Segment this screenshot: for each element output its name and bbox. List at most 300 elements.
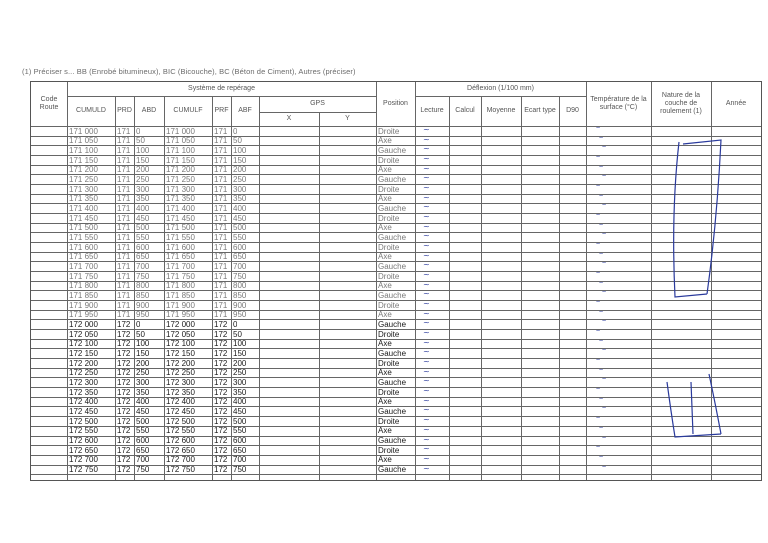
cumuld-cell: 171 300 xyxy=(69,184,98,194)
prf-cell: 171 xyxy=(214,165,228,175)
position-cell: Axe xyxy=(378,397,392,407)
position-cell: Droite xyxy=(378,242,400,252)
prd-cell: 171 xyxy=(117,213,131,223)
temperature-handwritten: ~ xyxy=(596,444,601,452)
abd-cell: 50 xyxy=(136,329,145,339)
cumulf-cell: 171 500 xyxy=(166,223,195,233)
cumuld-cell: 171 700 xyxy=(69,261,98,271)
prd-cell: 171 xyxy=(117,261,131,271)
prd-cell: 172 xyxy=(117,368,131,378)
lecture-handwritten: ~ xyxy=(423,125,430,134)
header-moyenne: Moyenne xyxy=(486,107,516,114)
prd-cell: 171 xyxy=(117,290,131,300)
prf-cell: 171 xyxy=(214,281,228,291)
abd-cell: 850 xyxy=(136,290,150,300)
temperature-handwritten: ~ xyxy=(602,173,607,181)
prf-cell: 171 xyxy=(214,310,228,320)
lecture-handwritten: ~ xyxy=(423,415,430,425)
position-cell: Gauche xyxy=(378,290,407,300)
cumulf-cell: 171 700 xyxy=(166,261,195,271)
cumulf-cell: 172 750 xyxy=(166,465,195,475)
cumuld-cell: 171 750 xyxy=(69,271,98,281)
cumulf-cell: 172 000 xyxy=(166,319,195,329)
abd-cell: 250 xyxy=(136,368,150,378)
lecture-handwritten: ~ xyxy=(423,434,430,444)
cumuld-cell: 172 750 xyxy=(69,465,98,475)
cumulf-cell: 172 450 xyxy=(166,406,195,416)
row-rule xyxy=(31,474,761,475)
lecture-handwritten: ~ xyxy=(423,144,430,154)
cumulf-cell: 172 100 xyxy=(166,339,195,349)
cumulf-cell: 172 550 xyxy=(166,426,195,436)
temperature-handwritten: ~ xyxy=(599,250,604,258)
abf-cell: 700 xyxy=(233,261,247,271)
prd-cell: 171 xyxy=(117,281,131,291)
cumulf-cell: 172 200 xyxy=(166,358,195,368)
abd-cell: 800 xyxy=(136,281,150,291)
abf-cell: 100 xyxy=(233,339,247,349)
cumulf-cell: 171 900 xyxy=(166,300,195,310)
lecture-handwritten: ~ xyxy=(423,453,430,463)
abf-cell: 300 xyxy=(233,184,247,194)
temperature-handwritten: ~ xyxy=(599,453,604,461)
prf-cell: 171 xyxy=(214,271,228,281)
abf-cell: 400 xyxy=(233,397,247,407)
temperature-handwritten: ~ xyxy=(602,434,607,442)
cumuld-cell: 172 450 xyxy=(69,406,98,416)
prd-cell: 171 xyxy=(117,126,131,136)
temperature-handwritten: ~ xyxy=(602,347,607,355)
column-rule xyxy=(115,96,116,480)
abf-cell: 750 xyxy=(233,465,247,475)
position-cell: Axe xyxy=(378,368,392,378)
lecture-handwritten: ~ xyxy=(423,270,430,280)
header-gps: GPS xyxy=(310,100,325,107)
cumulf-cell: 172 350 xyxy=(166,387,195,397)
cumulf-cell: 171 250 xyxy=(166,174,195,184)
prf-cell: 172 xyxy=(214,445,228,455)
abf-cell: 150 xyxy=(233,155,247,165)
prd-cell: 172 xyxy=(117,387,131,397)
column-rule xyxy=(521,96,522,480)
abd-cell: 500 xyxy=(136,416,150,426)
position-cell: Axe xyxy=(378,194,392,204)
cumuld-cell: 172 150 xyxy=(69,348,98,358)
temperature-handwritten: ~ xyxy=(599,192,604,200)
cumuld-cell: 172 400 xyxy=(69,397,98,407)
abd-cell: 700 xyxy=(136,455,150,465)
position-cell: Gauche xyxy=(378,406,407,416)
abf-cell: 350 xyxy=(233,387,247,397)
cumuld-cell: 171 150 xyxy=(69,155,98,165)
cumuld-cell: 171 600 xyxy=(69,242,98,252)
lecture-handwritten: ~ xyxy=(423,328,430,338)
prf-cell: 172 xyxy=(214,368,228,378)
prf-cell: 171 xyxy=(214,145,228,155)
position-cell: Droite xyxy=(378,126,400,136)
abd-cell: 900 xyxy=(136,300,150,310)
cumulf-cell: 171 450 xyxy=(166,213,195,223)
position-cell: Axe xyxy=(378,426,392,436)
prd-cell: 172 xyxy=(117,348,131,358)
lecture-handwritten: ~ xyxy=(423,173,430,183)
lecture-handwritten: ~ xyxy=(423,444,430,454)
prf-cell: 172 xyxy=(214,348,228,358)
cumuld-cell: 172 600 xyxy=(69,436,98,445)
column-rule xyxy=(481,96,482,480)
position-cell: Gauche xyxy=(378,436,407,445)
lecture-handwritten: ~ xyxy=(423,337,430,347)
prd-cell: 171 xyxy=(117,271,131,281)
cumulf-cell: 172 650 xyxy=(166,445,195,455)
cumuld-cell: 171 200 xyxy=(69,165,98,175)
cumuld-cell: 171 950 xyxy=(69,310,98,320)
cumuld-cell: 171 450 xyxy=(69,213,98,223)
abf-cell: 450 xyxy=(233,213,247,223)
position-cell: Droite xyxy=(378,184,400,194)
lecture-handwritten: ~ xyxy=(423,134,430,144)
prf-cell: 171 xyxy=(214,252,228,262)
prf-cell: 172 xyxy=(214,436,228,445)
cumuld-cell: 171 100 xyxy=(69,145,98,155)
header-prd: PRD xyxy=(117,107,132,114)
abf-cell: 300 xyxy=(233,377,247,387)
cumulf-cell: 171 300 xyxy=(166,184,195,194)
cumuld-cell: 172 650 xyxy=(69,445,98,455)
abf-cell: 850 xyxy=(233,290,247,300)
temperature-handwritten: ~ xyxy=(596,299,601,307)
temperature-handwritten: ~ xyxy=(599,279,604,287)
prd-cell: 171 xyxy=(117,136,131,146)
temperature-handwritten: ~ xyxy=(596,241,601,249)
lecture-handwritten: ~ xyxy=(423,260,430,270)
abf-cell: 450 xyxy=(233,406,247,416)
abd-cell: 500 xyxy=(136,223,150,233)
lecture-handwritten: ~ xyxy=(423,357,430,367)
abd-cell: 300 xyxy=(136,184,150,194)
lecture-handwritten: ~ xyxy=(423,279,430,289)
prd-cell: 172 xyxy=(117,455,131,465)
cumulf-cell: 172 150 xyxy=(166,348,195,358)
temperature-handwritten: ~ xyxy=(596,270,601,278)
lecture-handwritten: ~ xyxy=(423,318,430,328)
abf-cell: 150 xyxy=(233,348,247,358)
prf-cell: 172 xyxy=(214,465,228,475)
cumulf-cell: 171 800 xyxy=(166,281,195,291)
position-cell: Gauche xyxy=(378,319,407,329)
abd-cell: 0 xyxy=(136,126,141,136)
prd-cell: 171 xyxy=(117,174,131,184)
cumulf-cell: 172 300 xyxy=(166,377,195,387)
header-cumulf: CUMULF xyxy=(173,107,203,114)
header-position: Position xyxy=(383,100,408,107)
bracket-mark-upper xyxy=(674,140,721,297)
position-cell: Gauche xyxy=(378,232,407,242)
abd-cell: 150 xyxy=(136,155,150,165)
cumulf-cell: 171 950 xyxy=(166,310,195,320)
cumuld-cell: 171 550 xyxy=(69,232,98,242)
prd-cell: 171 xyxy=(117,252,131,262)
prf-cell: 171 xyxy=(214,203,228,213)
position-cell: Droite xyxy=(378,271,400,281)
abd-cell: 650 xyxy=(136,445,150,455)
cumulf-cell: 172 050 xyxy=(166,329,195,339)
prf-cell: 172 xyxy=(214,358,228,368)
cumulf-cell: 171 400 xyxy=(166,203,195,213)
header-gps-y: Y xyxy=(345,115,350,122)
temperature-handwritten: ~ xyxy=(596,212,601,220)
abf-cell: 350 xyxy=(233,194,247,204)
cumulf-cell: 172 600 xyxy=(166,436,195,445)
column-rule xyxy=(164,96,165,480)
prf-cell: 171 xyxy=(214,184,228,194)
temperature-handwritten: ~ xyxy=(599,337,604,345)
prf-cell: 171 xyxy=(214,242,228,252)
temperature-handwritten: ~ xyxy=(602,260,607,268)
prd-cell: 171 xyxy=(117,232,131,242)
abf-cell: 50 xyxy=(233,329,242,339)
header-lecture: Lecture xyxy=(420,107,444,114)
temperature-handwritten: ~ xyxy=(596,415,601,423)
temperature-handwritten: ~ xyxy=(599,395,604,403)
prd-cell: 171 xyxy=(117,242,131,252)
position-cell: Droite xyxy=(378,213,400,223)
prd-cell: 172 xyxy=(117,406,131,416)
row-rule xyxy=(259,112,376,113)
cumuld-cell: 171 900 xyxy=(69,300,98,310)
prf-cell: 171 xyxy=(214,213,228,223)
prd-cell: 172 xyxy=(117,445,131,455)
abd-cell: 50 xyxy=(136,136,145,146)
lecture-handwritten: ~ xyxy=(423,299,430,309)
lecture-handwritten: ~ xyxy=(423,154,430,164)
lecture-handwritten: ~ xyxy=(423,241,430,251)
prd-cell: 172 xyxy=(117,397,131,407)
prd-cell: 171 xyxy=(117,203,131,213)
abf-cell: 700 xyxy=(233,455,247,465)
cumuld-cell: 171 650 xyxy=(69,252,98,262)
position-cell: Droite xyxy=(378,387,400,397)
header-ecart: Ecart type xyxy=(524,107,556,114)
cumuld-cell: 172 300 xyxy=(69,377,98,387)
header-code-route: Code Route xyxy=(39,96,59,111)
abf-cell: 500 xyxy=(233,416,247,426)
cumuld-cell: 172 350 xyxy=(69,387,98,397)
header-systeme: Système de repérage xyxy=(188,85,255,92)
lecture-handwritten: ~ xyxy=(423,405,430,415)
prf-cell: 171 xyxy=(214,290,228,300)
column-rule xyxy=(449,96,450,480)
cumuld-cell: 172 500 xyxy=(69,416,98,426)
abd-cell: 250 xyxy=(136,174,150,184)
position-cell: Axe xyxy=(378,455,392,465)
abd-cell: 750 xyxy=(136,465,150,475)
temperature-handwritten: ~ xyxy=(599,221,604,229)
cumuld-cell: 171 500 xyxy=(69,223,98,233)
temperature-handwritten: ~ xyxy=(596,357,601,365)
temperature-handwritten: ~ xyxy=(596,183,601,191)
abf-cell: 100 xyxy=(233,145,247,155)
abf-cell: 0 xyxy=(233,126,238,136)
lecture-handwritten: ~ xyxy=(423,308,430,318)
cumuld-cell: 172 050 xyxy=(69,329,98,339)
cumulf-cell: 172 250 xyxy=(166,368,195,378)
prf-cell: 171 xyxy=(214,223,228,233)
prd-cell: 172 xyxy=(117,358,131,368)
temperature-handwritten: ~ xyxy=(599,366,604,374)
lecture-handwritten: ~ xyxy=(423,424,430,434)
prd-cell: 172 xyxy=(117,329,131,339)
prd-cell: 171 xyxy=(117,310,131,320)
abd-cell: 400 xyxy=(136,397,150,407)
header-prf: PRF xyxy=(214,107,229,114)
cumuld-cell: 172 700 xyxy=(69,455,98,465)
abf-cell: 500 xyxy=(233,223,247,233)
prd-cell: 172 xyxy=(117,416,131,426)
column-rule xyxy=(559,96,560,480)
abf-cell: 650 xyxy=(233,252,247,262)
abf-cell: 50 xyxy=(233,136,242,146)
header-annee: Année xyxy=(725,100,747,107)
position-cell: Droite xyxy=(378,329,400,339)
cumulf-cell: 171 850 xyxy=(166,290,195,300)
lecture-handwritten: ~ xyxy=(423,376,430,386)
prf-cell: 172 xyxy=(214,319,228,329)
header-abf: ABF xyxy=(238,107,252,114)
cumulf-cell: 171 050 xyxy=(166,136,195,146)
lecture-handwritten: ~ xyxy=(423,221,430,231)
cumulf-cell: 171 000 xyxy=(166,126,195,136)
prd-cell: 172 xyxy=(117,377,131,387)
abd-cell: 100 xyxy=(136,145,150,155)
abf-cell: 0 xyxy=(233,319,238,329)
prd-cell: 171 xyxy=(117,155,131,165)
cumulf-cell: 171 200 xyxy=(166,165,195,175)
prf-cell: 171 xyxy=(214,136,228,146)
abd-cell: 350 xyxy=(136,194,150,204)
column-rule xyxy=(212,96,213,480)
abd-cell: 0 xyxy=(136,319,141,329)
temperature-handwritten: ~ xyxy=(599,424,604,432)
position-cell: Axe xyxy=(378,339,392,349)
abf-cell: 600 xyxy=(233,242,247,252)
prd-cell: 172 xyxy=(117,436,131,445)
position-cell: Axe xyxy=(378,281,392,291)
cumuld-cell: 172 550 xyxy=(69,426,98,436)
position-cell: Droite xyxy=(378,300,400,310)
lecture-handwritten: ~ xyxy=(423,202,430,212)
temperature-handwritten: ~ xyxy=(596,154,601,162)
abf-cell: 250 xyxy=(233,174,247,184)
prd-cell: 172 xyxy=(117,319,131,329)
abf-cell: 750 xyxy=(233,271,247,281)
abf-cell: 250 xyxy=(233,368,247,378)
lecture-handwritten: ~ xyxy=(423,183,430,193)
lecture-handwritten: ~ xyxy=(423,250,430,260)
position-cell: Gauche xyxy=(378,174,407,184)
lecture-handwritten: ~ xyxy=(423,395,430,405)
prf-cell: 172 xyxy=(214,416,228,426)
row-rule xyxy=(415,96,586,97)
abd-cell: 550 xyxy=(136,232,150,242)
position-cell: Gauche xyxy=(378,145,407,155)
abd-cell: 300 xyxy=(136,377,150,387)
cumuld-cell: 172 250 xyxy=(69,368,98,378)
lecture-handwritten: ~ xyxy=(423,463,430,473)
header-cumuld: CUMULD xyxy=(76,107,106,114)
abd-cell: 200 xyxy=(136,165,150,175)
prd-cell: 172 xyxy=(117,426,131,436)
prd-cell: 171 xyxy=(117,165,131,175)
prf-cell: 172 xyxy=(214,426,228,436)
abf-cell: 400 xyxy=(233,203,247,213)
temperature-handwritten: ~ xyxy=(602,144,607,152)
temperature-handwritten: ~ xyxy=(602,202,607,210)
abd-cell: 200 xyxy=(136,358,150,368)
prf-cell: 171 xyxy=(214,232,228,242)
measurement-table xyxy=(30,81,762,481)
cumuld-cell: 171 350 xyxy=(69,194,98,204)
position-cell: Gauche xyxy=(378,348,407,358)
prf-cell: 171 xyxy=(214,174,228,184)
abf-cell: 650 xyxy=(233,445,247,455)
temperature-handwritten: ~ xyxy=(599,134,604,142)
header-abd: ABD xyxy=(141,107,157,114)
lecture-handwritten: ~ xyxy=(423,163,430,173)
position-cell: Gauche xyxy=(378,203,407,213)
cumulf-cell: 171 650 xyxy=(166,252,195,262)
temperature-handwritten: ~ xyxy=(599,308,604,316)
cumuld-cell: 171 400 xyxy=(69,203,98,213)
cumuld-cell: 171 250 xyxy=(69,174,98,184)
position-cell: Droite xyxy=(378,416,400,426)
position-cell: Droite xyxy=(378,155,400,165)
position-cell: Gauche xyxy=(378,377,407,387)
position-cell: Droite xyxy=(378,358,400,368)
position-cell: Droite xyxy=(378,445,400,455)
header-calcul: Calcul xyxy=(455,107,475,114)
lecture-handwritten: ~ xyxy=(423,366,430,376)
temperature-handwritten: ~ xyxy=(602,231,607,239)
abd-cell: 650 xyxy=(136,252,150,262)
temperature-handwritten: ~ xyxy=(602,376,607,384)
header-deflexion: Déflexion (1/100 mm) xyxy=(467,85,534,92)
column-rule xyxy=(134,96,135,480)
abd-cell: 550 xyxy=(136,426,150,436)
abd-cell: 600 xyxy=(136,242,150,252)
position-cell: Axe xyxy=(378,310,392,320)
column-rule xyxy=(259,96,260,480)
cumulf-cell: 171 150 xyxy=(166,155,195,165)
prd-cell: 171 xyxy=(117,145,131,155)
cumuld-cell: 171 000 xyxy=(69,126,98,136)
lecture-handwritten: ~ xyxy=(423,347,430,357)
cumulf-cell: 171 600 xyxy=(166,242,195,252)
temperature-handwritten: ~ xyxy=(596,328,601,336)
abf-cell: 900 xyxy=(233,300,247,310)
abd-cell: 450 xyxy=(136,213,150,223)
prf-cell: 172 xyxy=(214,387,228,397)
prf-cell: 172 xyxy=(214,329,228,339)
footnote-legend: (1) Préciser s... BB (Enrobé bitumineux), BIC (Bicouche), BC (Béton de Ciment), Autres (préciser) xyxy=(22,67,356,76)
abf-cell: 550 xyxy=(233,426,247,436)
temperature-handwritten: ~ xyxy=(596,386,601,394)
cumulf-cell: 172 500 xyxy=(166,416,195,426)
abd-cell: 350 xyxy=(136,387,150,397)
prf-cell: 172 xyxy=(214,377,228,387)
temperature-handwritten: ~ xyxy=(602,318,607,326)
abd-cell: 150 xyxy=(136,348,150,358)
